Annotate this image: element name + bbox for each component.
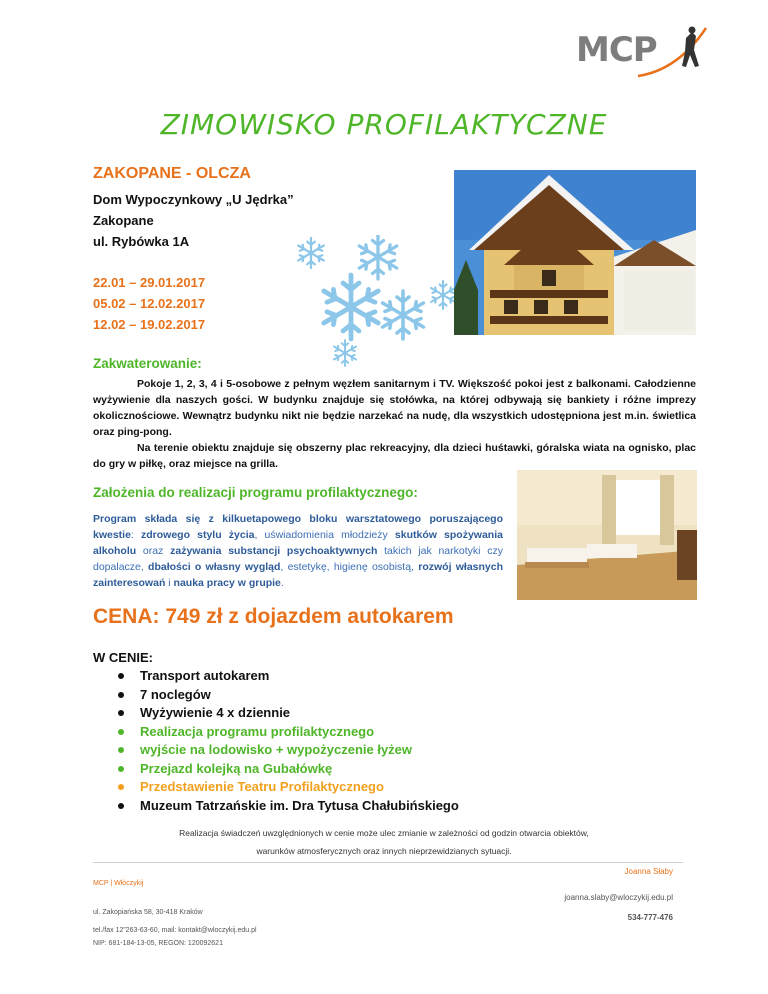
included-item <box>118 704 459 723</box>
included-item <box>118 797 459 816</box>
accommodation-paragraph: Pokoje 1, 2, 3, 4 i 5-osobowe z pełnym węzłem sanitarnym i TV. Większość pokoi jest z balkonami. Całodzienne wyżywienie dla naszych gości. W budynku znajduje się stołówka, na której odbywają się bankiety i różne imprezy okolicznościowe. Wewnątrz budynku nikt nie będzie narzekać na nudę, dla wszystkich udostępniona jest m.in. świetlica oraz ping-pong. <box>93 378 696 438</box>
footer-person: Joanna Słaby <box>624 867 673 876</box>
program-text: Program składa się z kilkuetapowego bloku warsztatowego poruszającego kwestie: zdrowego stylu życia, uświadomienia młodzieży skutków spożywania alkoholu oraz zażywania substancji psychoaktywnych takich jak narkotyki czy dopalacze, dbałości o własny wygląd, estetykę, higienę osobistą, rozwój własnych zainteresowań i nauka pracy w grupie. <box>93 513 504 589</box>
price-headline: CENA: 749 zł z dojazdem autokarem <box>93 605 454 628</box>
bullet-icon <box>118 784 124 790</box>
date-range: 05.02 – 12.02.2017 <box>93 296 206 311</box>
accommodation-text <box>93 376 696 472</box>
city-heading: ZAKOPANE - OLCZA <box>93 165 251 182</box>
bullet-icon <box>118 803 124 809</box>
accommodation-heading: Zakwaterowanie: <box>93 356 202 371</box>
bullet-icon <box>118 673 124 679</box>
bullet-icon <box>118 710 124 716</box>
footer-address: ul. Zakopiańska 58, 30-418 Kraków <box>93 909 203 916</box>
included-item <box>118 760 459 779</box>
snowflake-icon <box>283 235 463 370</box>
included-item <box>118 778 459 797</box>
accommodation-paragraph: Na terenie obiektu znajduje się obszerny plac rekreacyjny, dla dzieci huśtawki, góralska wiata na ognisko, plac do gry w piłkę, oraz miejsce na grilla. <box>93 442 696 470</box>
disclaimer-note: warunków atmosferycznych oraz innych nieprzewidzianych sytuacji. <box>256 846 512 856</box>
footer-email: joanna.slaby@wloczykij.edu.pl <box>564 893 673 902</box>
guesthouse-photo <box>454 170 696 350</box>
included-item-label: Muzeum Tatrzańskie im. Dra Tytusa Chałubińskiego <box>140 797 459 813</box>
included-item-label: Transport autokarem <box>140 668 270 683</box>
bullet-icon <box>118 766 124 772</box>
included-heading: W CENIE: <box>93 650 153 665</box>
footer-contact: tel./fax 12”263-63-60, mail: kontakt@wloczykij.edu.pl <box>93 927 257 934</box>
footer-divider <box>93 862 683 863</box>
included-item <box>118 741 459 760</box>
bullet-icon <box>118 747 124 753</box>
program-heading: Założenia do realizacji programu profilaktycznego: <box>93 485 418 500</box>
bullet-icon <box>118 692 124 698</box>
included-item <box>118 723 459 742</box>
included-item <box>118 686 459 705</box>
page-title: ZIMOWISKO PROFILAKTYCZNE <box>160 108 608 141</box>
street-address: ul. Rybówka 1A <box>93 234 190 249</box>
included-item-label: 7 noclegów <box>140 686 211 702</box>
bullet-icon <box>118 729 124 735</box>
included-item-label: wyjście na lodowisko + wypożyczenie łyżew <box>140 742 413 757</box>
disclaimer-note: Realizacja świadczeń uwzględnionych w cenie może ulec zmianie w zależności od godzin otwarcia obiektów, <box>179 828 589 838</box>
footer-org: MCP | Włóczykij <box>93 880 144 887</box>
date-range: 22.01 – 29.01.2017 <box>93 275 206 290</box>
town-name: Zakopane <box>93 213 154 228</box>
included-item-label: Realizacja programu profilaktycznego <box>140 723 375 739</box>
logo-text: MCP <box>576 30 657 70</box>
included-list <box>118 667 459 815</box>
mcp-logo <box>568 20 708 80</box>
venue-name: Dom Wypoczynkowy „U Jędrka” <box>93 192 294 207</box>
room-photo <box>517 470 697 600</box>
included-item-label: Przedstawienie Teatru Profilaktycznego <box>140 779 384 794</box>
included-item-label: Wyżywienie 4 x dziennie <box>140 705 291 720</box>
date-range: 12.02 – 19.02.2017 <box>93 317 206 332</box>
footer-phone: 534-777-476 <box>627 913 673 922</box>
included-item-label: Przejazd kolejką na Gubałówkę <box>140 760 333 776</box>
footer-ids: NIP: 681-184-13-05, REGON: 120092621 <box>93 940 223 947</box>
included-item <box>118 667 459 686</box>
